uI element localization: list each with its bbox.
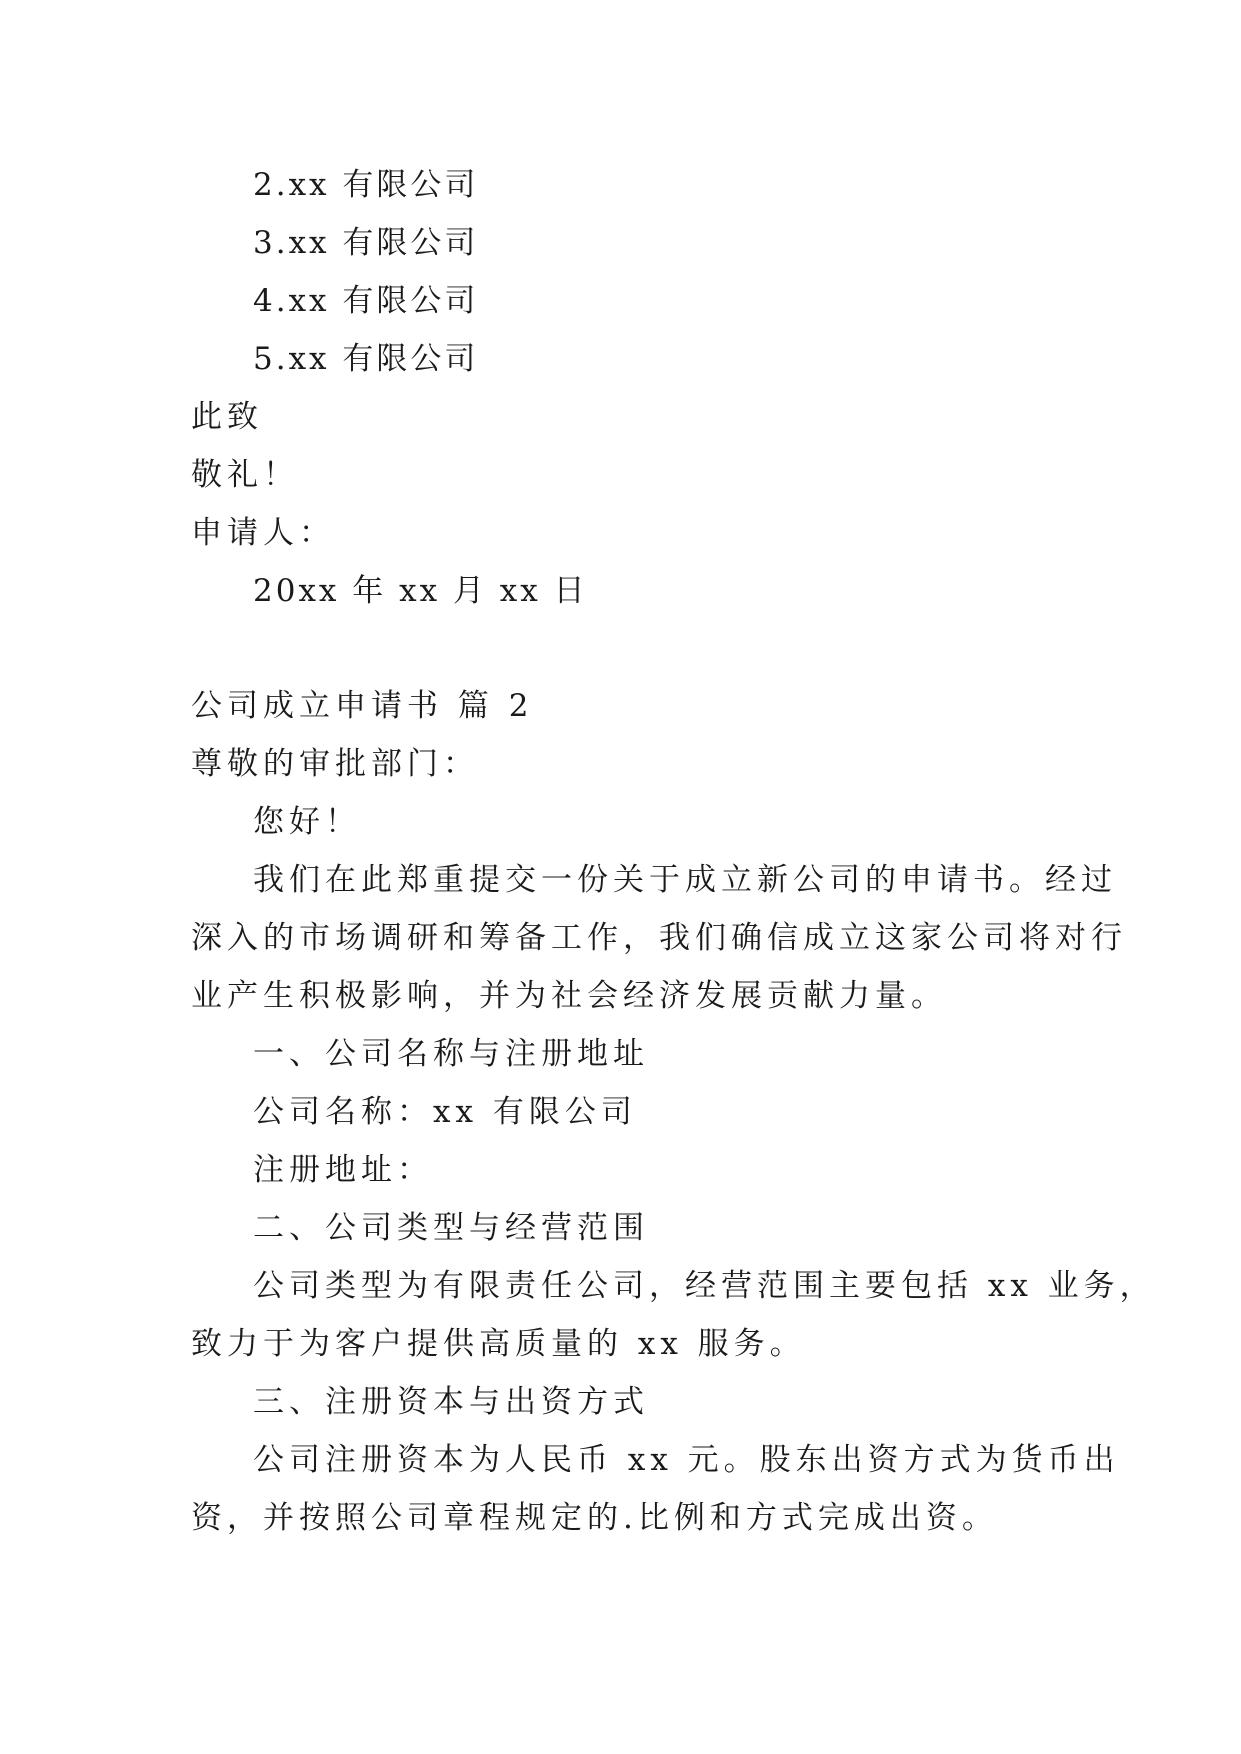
list-item: 4.xx 有限公司 [253,283,479,319]
company-name-line: 公司名称：xx 有限公司 [253,1094,637,1130]
applicant-label: 申请人： [191,515,335,551]
list-item: 3.xx 有限公司 [253,225,479,261]
paragraph-line: 资，并按照公司章程规定的.比例和方式完成出资。 [191,1500,998,1536]
paragraph-line: 致力于为客户提供高质量的 xx 服务。 [191,1326,806,1362]
list-item: 2.xx 有限公司 [253,167,479,203]
paragraph-line: 业产生积极影响，并为社会经济发展贡献力量。 [191,978,947,1014]
paragraph-line: 公司类型为有限责任公司，经营范围主要包括 xx 业务， [253,1268,1156,1304]
paragraph-line: 公司注册资本为人民币 xx 元。股东出资方式为货币出 [253,1442,1120,1478]
date-line: 20xx 年 xx 月 xx 日 [253,573,588,609]
salutation: 尊敬的审批部门： [191,746,479,782]
closing-regards: 敬礼！ [191,457,299,493]
list-item: 5.xx 有限公司 [253,341,479,377]
paragraph-line: 我们在此郑重提交一份关于成立新公司的申请书。经过 [253,862,1117,898]
section-heading: 一、公司名称与注册地址 [253,1036,649,1072]
section-heading: 二、公司类型与经营范围 [253,1210,649,1246]
paragraph-line: 深入的市场调研和筹备工作，我们确信成立这家公司将对行 [191,920,1127,956]
section-title: 公司成立申请书 篇 2 [191,688,534,724]
closing-line: 此致 [191,399,263,435]
address-line: 注册地址： [253,1152,433,1188]
section-heading: 三、注册资本与出资方式 [253,1384,649,1420]
greeting: 您好！ [253,804,361,840]
